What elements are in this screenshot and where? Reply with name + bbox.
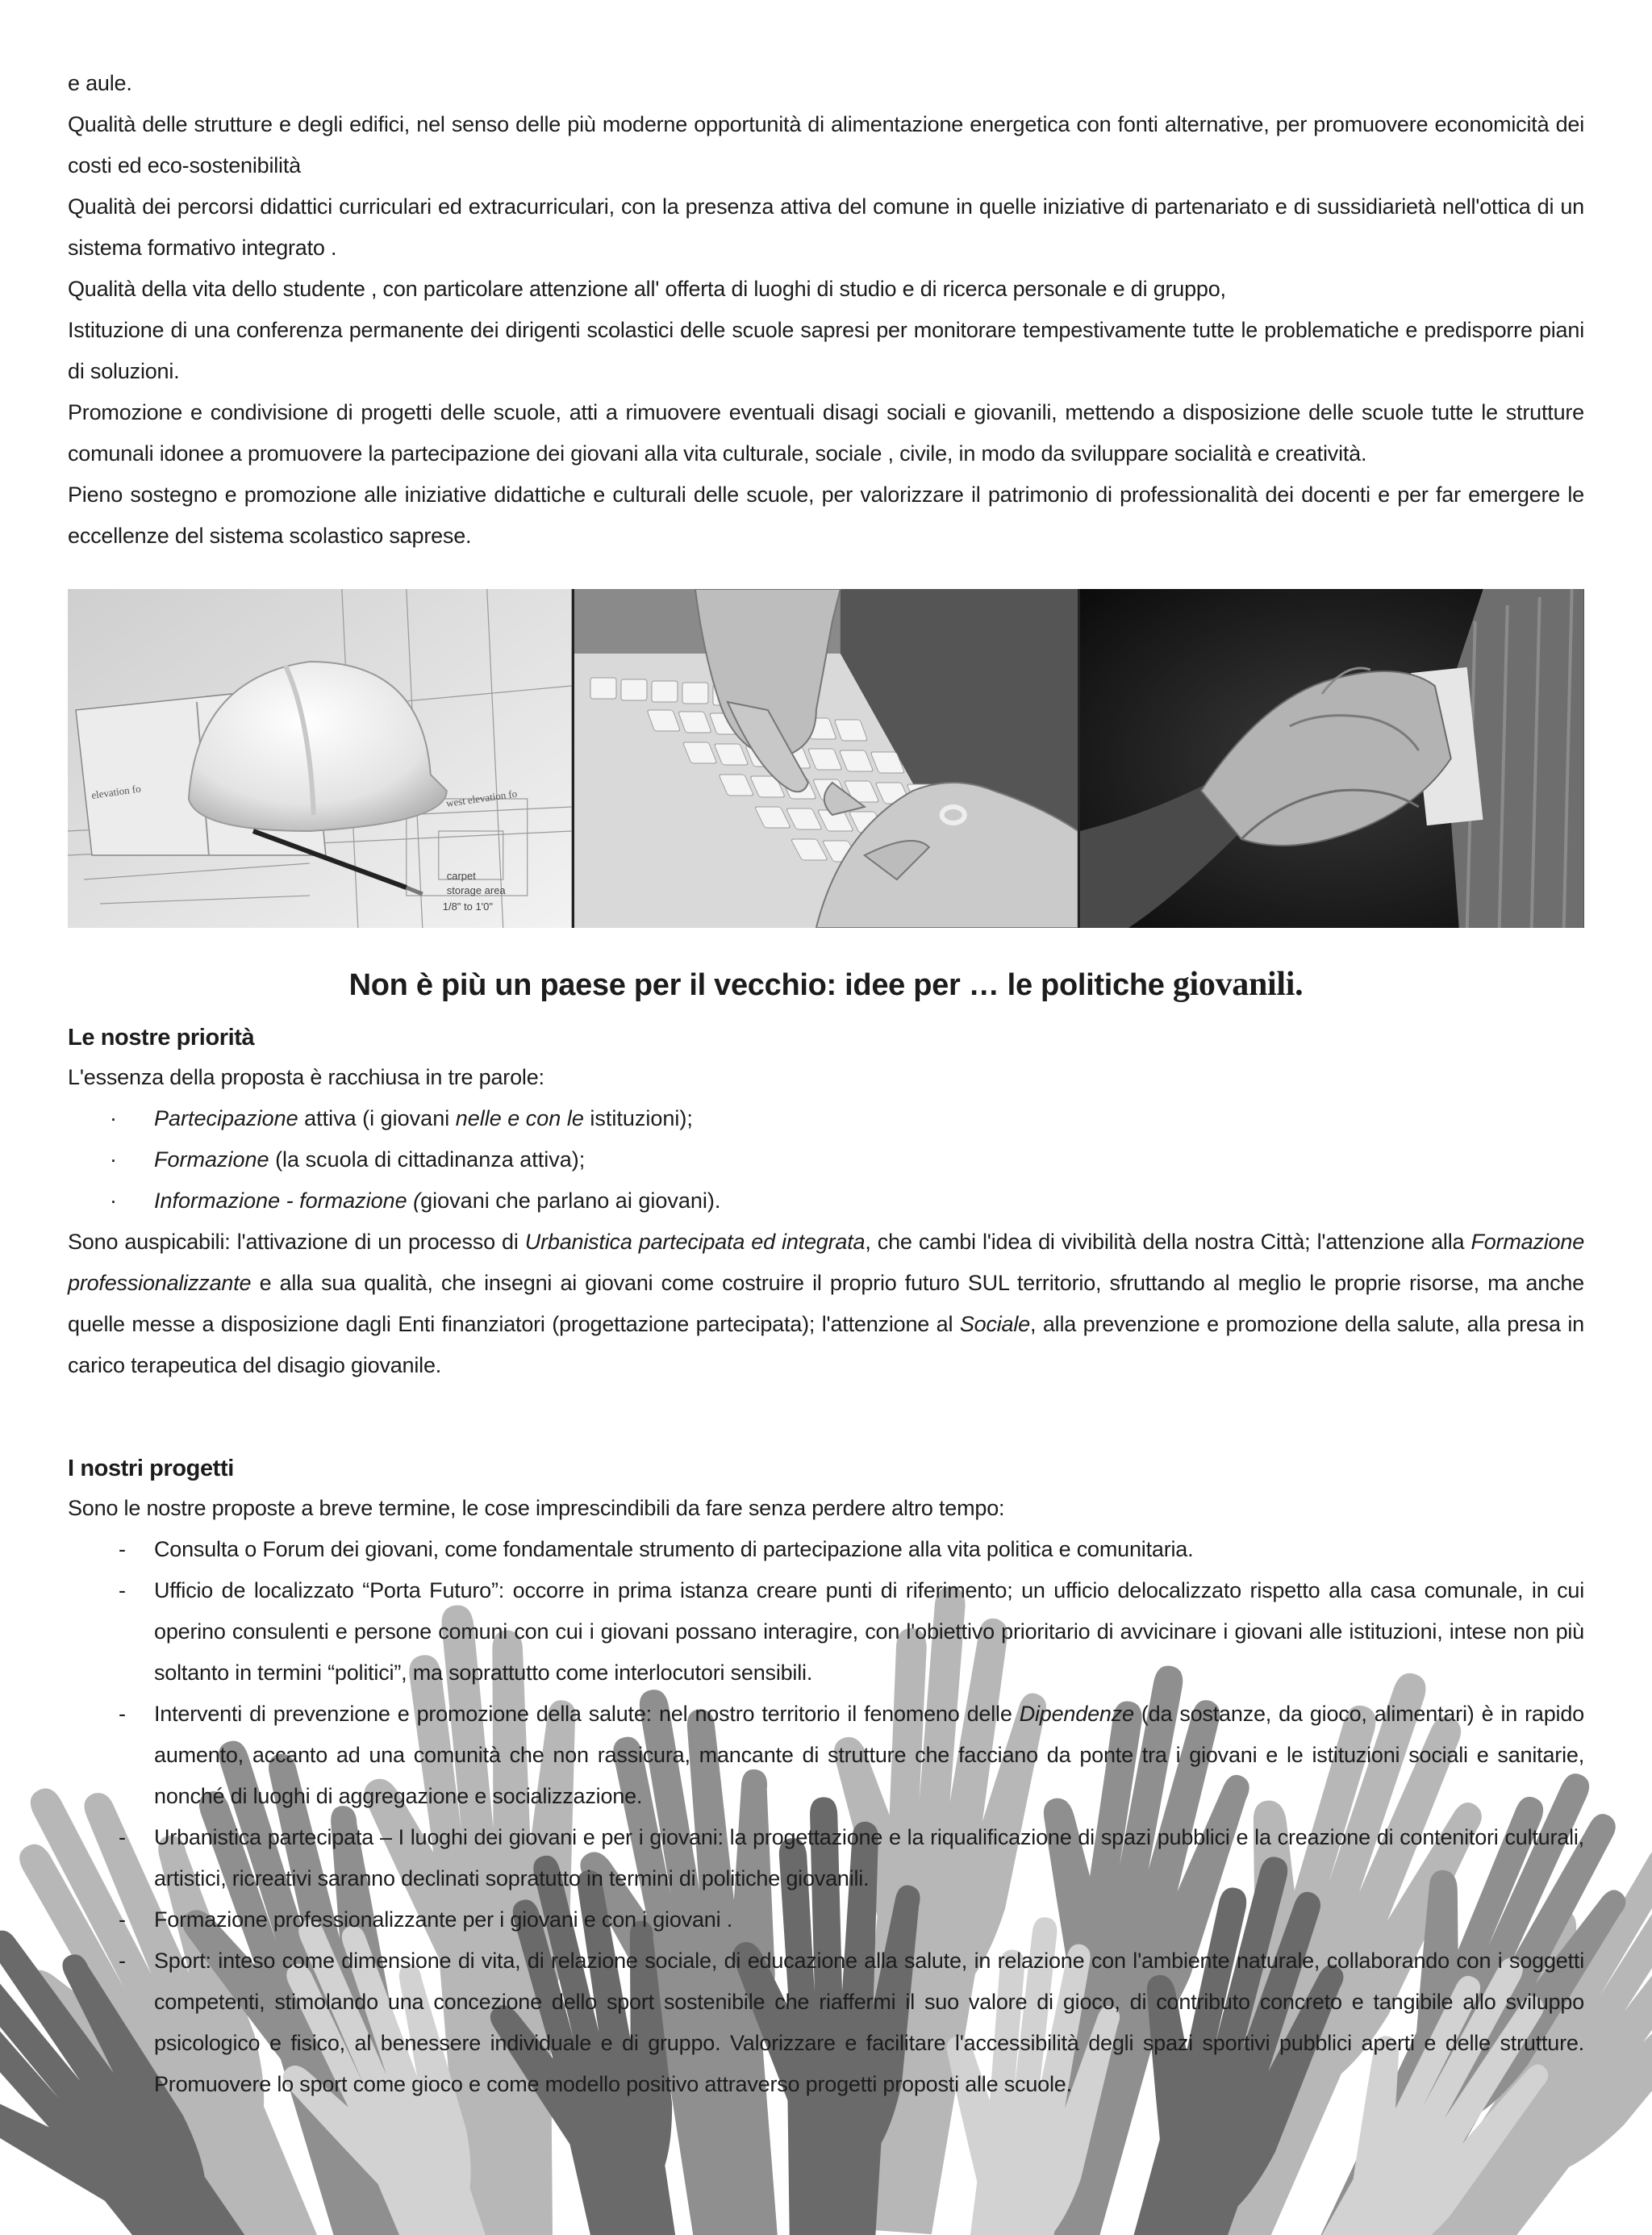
project-text: Formazione professionalizzante per i giovani e con i giovani .: [154, 1907, 732, 1932]
plan-label: elevation fo: [90, 782, 142, 801]
dash-marker: -: [119, 1578, 126, 1602]
keyboard-hands-photo: [574, 589, 1078, 928]
intro-paragraph: Qualità della vita dello studente , con particolare attenzione all' offerta di luoghi di studio e di ricerca personale e di gruppo,: [68, 277, 1226, 301]
priorities-paragraph: [68, 1222, 1584, 1386]
paragraph-emphasis: Formazione professionalizzante: [68, 1230, 1585, 1295]
paragraph-text: Sono auspicabili: l'attivazione di un processo di: [68, 1230, 525, 1254]
dash-marker: -: [119, 1537, 126, 1561]
intro-paragraph: Promozione e condivisione di progetti delle scuole, atti a rimuovere eventuali disagi sociali e giovanili, mettendo a disposizione delle scuole tutte le strutture comunali idonee a promuovere la partecipazione dei giovani alla vita culturale, sociale , civile, in modo da sviluppare socialità e creatività.: [68, 400, 1584, 466]
plan-label: storage area: [446, 884, 506, 897]
intro-section: [68, 63, 1584, 557]
paragraph-text: e alla sua qualità, che insegni ai giovani come costruire il proprio futuro SUL territorio, sfruttando al meglio le proprie risorse, ma anche quelle messe a disposizione dagli Enti finanziatori (progettazione partecipata); l'attenzione al: [68, 1271, 1584, 1336]
bullet-emphasis: nelle e con le: [455, 1106, 584, 1130]
intro-paragraph: Istituzione di una conferenza permanente dei dirigenti scolastici delle scuole sapresi per monitorare tempestivamente tutte le problematiche e predisporre piani di soluzioni.: [68, 318, 1584, 383]
project-text: (da sostanze, da gioco, alimentari) è in rapido aumento, accanto ad una comunità che non rassicura, mancante di strutture che facciano da ponte tra i giovani e le istituzioni sociali e sanitarie, nonché di luoghi di aggregazione e socializzazione.: [154, 1702, 1584, 1808]
project-emphasis: Dipendenze: [1019, 1702, 1134, 1726]
intro-paragraph: Qualità delle strutture e degli edifici, nel senso delle più moderne opportunità di alimentazione energetica con fonti alternative, per promuovere economicità dei costi ed eco-sostenibilità: [68, 112, 1584, 178]
bullet-text: giovani che parlano ai giovani).: [420, 1189, 721, 1213]
project-item: [68, 1899, 1584, 1940]
bullet-marker: ·: [110, 1106, 117, 1130]
project-text: Ufficio de localizzato “Porta Futuro”: occorre in prima istanza creare punti di riferimento; un ufficio delocalizzato rispetto alla casa comunale, in cui operino consulenti e persone comuni con cui i giovani possano interagire, con l'obiettivo prioritario di avvicinare i giovani alle istituzioni, intese non più soltanto in termini “politici”, ma soprattutto come interlocutori sensibili.: [154, 1578, 1584, 1685]
list-item: [68, 1180, 1584, 1222]
bullet-text: attiva (i giovani: [298, 1106, 456, 1130]
page-headline: [68, 965, 1584, 1004]
section-lead: L'essenza della proposta è racchiusa in tre parole:: [68, 1065, 544, 1089]
list-item: [68, 1139, 1584, 1180]
section-title: I nostri progetti: [68, 1456, 234, 1481]
bullet-text: istituzioni);: [583, 1106, 693, 1130]
project-item: [68, 1940, 1584, 2105]
project-text: Consulta o Forum dei giovani, come fondamentale strumento di partecipazione alla vita politica e comunitaria.: [154, 1537, 1194, 1561]
intro-paragraph: Pieno sostegno e promozione alle iniziative didattiche e culturali delle scuole, per valorizzare il patrimonio di professionalità dei docenti e per far emergere le eccellenze del sistema scolastico saprese.: [68, 483, 1584, 548]
project-text: Interventi di prevenzione e promozione della salute: nel nostro territorio il fenomeno delle: [154, 1702, 1020, 1726]
photo-strip: [68, 589, 1584, 928]
project-item: [68, 1817, 1584, 1899]
plan-label: west elevation fo: [445, 787, 518, 809]
paragraph-text: , che cambi l'idea di vivibilità della nostra Città; l'attenzione alla: [865, 1230, 1471, 1254]
intro-paragraph: Qualità dei percorsi didattici curriculari ed extracurriculari, con la presenza attiva del comune in quelle iniziative di partenariato e di sussidiarietà nell'ottica di un sistema formativo integrato .: [68, 194, 1584, 260]
dash-marker: -: [119, 1907, 126, 1932]
project-item: [68, 1694, 1584, 1817]
section-lead: Sono le nostre proposte a breve termine, le cose imprescindibili da fare senza perdere altro tempo:: [68, 1496, 1005, 1520]
bullet-text: (la scuola di cittadinanza attiva);: [269, 1147, 586, 1172]
hardhat-blueprint-photo: [68, 589, 572, 928]
dash-marker: -: [119, 1825, 126, 1849]
bullet-term: Partecipazione: [154, 1106, 298, 1130]
list-item: [68, 1098, 1584, 1139]
projects-section: [68, 1449, 1584, 2105]
paragraph-text: , alla prevenzione e promozione della salute, alla presa in carico terapeutica del disagio giovanile.: [68, 1312, 1584, 1377]
headline-text: Non è più un paese per il vecchio: idee per … le politiche: [348, 968, 1173, 1002]
bullet-term: Informazione - formazione (: [154, 1189, 421, 1213]
bullet-term: Formazione: [154, 1147, 269, 1172]
dash-marker: -: [119, 1702, 126, 1726]
handshake-photo: [1080, 589, 1584, 928]
paragraph-emphasis: Sociale: [959, 1312, 1030, 1336]
priorities-section: [68, 1018, 1584, 1386]
bullet-marker: ·: [110, 1147, 117, 1172]
bullet-marker: ·: [110, 1189, 117, 1213]
plan-label: 1/8" to 1'0": [442, 900, 493, 913]
dash-marker: -: [119, 1949, 126, 1973]
headline-tail: giovanili.: [1172, 966, 1304, 1003]
paragraph-emphasis: Urbanistica partecipata ed integrata: [524, 1230, 866, 1254]
section-title: Le nostre priorità: [68, 1025, 255, 1051]
project-item: [68, 1529, 1584, 1570]
intro-paragraph: e aule.: [68, 71, 132, 95]
plan-label: carpet: [446, 869, 476, 883]
project-item: [68, 1570, 1584, 1694]
project-text: Sport: inteso come dimensione di vita, di relazione sociale, di educazione alla salute, in relazione con l'ambiente naturale, collaborando con i soggetti competenti, stimolando una concezione dello sport sostenibile che riaffermi il suo valore di gioco, di contributo concreto e tangibile allo sviluppo psicologico e fisico, al benessere individuale e di gruppo. Valorizzare e facilitare l'accessibilità degli spazi sportivi pubblici aperti e delle strutture. Promuovere lo sport come gioco e come modello positivo attraverso progetti proposti alle scuole.: [154, 1949, 1584, 2096]
project-text: Urbanistica partecipata – I luoghi dei giovani e per i giovani: la progettazione e la riqualificazione di spazi pubblici e la creazione di contenitori culturali, artistici, ricreativi saranno declinati sopratutto in termini di politiche giovanili.: [154, 1825, 1584, 1890]
